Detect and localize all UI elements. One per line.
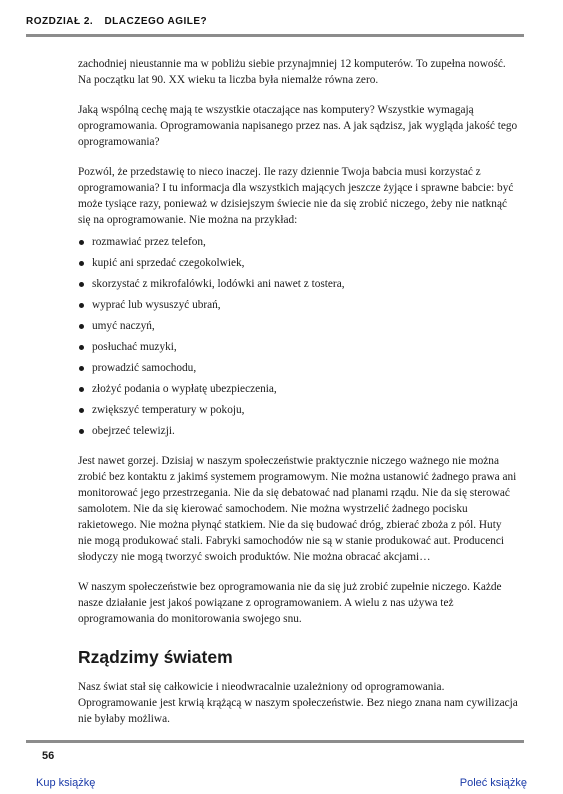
bullet-icon xyxy=(79,261,84,266)
bullet-icon xyxy=(79,345,84,350)
list-item-text: kupić ani sprzedać czegokolwiek, xyxy=(92,257,245,269)
list-item-text: umyć naczyń, xyxy=(92,320,155,332)
chapter-label: ROZDZIAŁ 2. xyxy=(26,16,94,27)
list-item xyxy=(78,255,518,271)
list-item xyxy=(78,276,518,292)
page-number: 56 xyxy=(42,750,55,762)
list-item-text: wyprać lub wysuszyć ubrań, xyxy=(92,299,221,311)
list-item xyxy=(78,360,518,376)
bullet-icon xyxy=(79,366,84,371)
bullet-icon xyxy=(79,240,84,245)
paragraph: W naszym społeczeństwie bez oprogramowania nie da się już zrobić zupełnie niczego. Każde nasze działanie jest jakoś powiązane z oprogramowaniem. A wielu z nas używa też oprogramowania do monitorowania swojego snu. xyxy=(78,581,502,625)
footer-rule xyxy=(26,740,524,743)
paragraph: Pozwól, że przedstawię to nieco inaczej. Ile razy dziennie Twoja babcia musi korzystać z oprogramowania? I tu informacja dla wszystkich mających jeszcze żyjące i sprawne babcie: być może tysiące razy, ponieważ w dzisiejszym świecie nie da się zrobić niczego, żeby nie natknąć się na oprogramowanie. Nie można na przykład: xyxy=(78,166,514,226)
list-item-text: rozmawiać przez telefon, xyxy=(92,236,206,248)
bullet-icon xyxy=(79,429,84,434)
header-rule xyxy=(26,34,524,37)
list-item xyxy=(78,318,518,334)
bullet-list xyxy=(78,234,518,439)
list-item xyxy=(78,381,518,397)
bullet-icon xyxy=(79,303,84,308)
list-item-text: obejrzeć telewizji. xyxy=(92,425,175,437)
bullet-icon xyxy=(79,408,84,413)
list-item xyxy=(78,297,518,313)
list-item-text: zwiększyć temperatury w pokoju, xyxy=(92,404,245,416)
chapter-title: DLACZEGO AGILE? xyxy=(104,16,208,27)
paragraph: zachodniej nieustannie ma w pobliżu siebie przynajmniej 12 komputerów. To zupełna nowość. Na początku lat 90. XX wieku ta liczba była niemalże równa zero. xyxy=(78,58,506,86)
list-item xyxy=(78,234,518,250)
bullet-icon xyxy=(79,387,84,392)
bullet-icon xyxy=(79,282,84,287)
list-item xyxy=(78,423,518,439)
paragraph: Jest nawet gorzej. Dzisiaj w naszym społeczeństwie praktycznie niczego ważnego nie można zrobić bez kontaktu z jakimś systemem programowym. Nie można ustanowić żadnego prawa ani monitorować jego przestrzegania. Nie da się debatować nad planami rządu. Nie da się sterować samolotem. Nie da się kierować samochodem. Nie można wystrzelić żadnego pocisku rakietowego. Nie można płynąć statkiem. Nie da się budować dróg, zbierać zboża z pól. Huty nie mogą produkować stali. Fabryki samochodów nie są w stanie produkować aut. Producenci słodyczy nie mogą tworzyć swoich produktów. Nie można obracać akcjami… xyxy=(78,455,517,563)
list-item-text: posłuchać muzyki, xyxy=(92,341,177,353)
list-item-text: skorzystać z mikrofalówki, lodówki ani nawet z tostera, xyxy=(92,278,345,290)
list-item-text: prowadzić samochodu, xyxy=(92,362,197,374)
buy-book-link[interactable]: Kup książkę xyxy=(36,777,96,789)
paragraph: Nasz świat stał się całkowicie i nieodwracalnie uzależniony od oprogramowania. Oprogramowanie jest krwią krążącą w naszym społeczeństwie. Bez niego znana nam cywilizacja nie byłaby możliwa. xyxy=(78,681,518,725)
bullet-icon xyxy=(79,324,84,329)
list-item-text: złożyć podania o wypłatę ubezpieczenia, xyxy=(92,383,277,395)
page-body xyxy=(78,56,518,741)
running-header xyxy=(26,16,524,27)
paragraph: Jaką wspólną cechę mają te wszystkie otaczające nas komputery? Wszystkie wymagają oprogramowania. Oprogramowania napisanego przez nas. A jak sądzisz, jak wygląda jakość tego oprogramowania? xyxy=(78,104,518,148)
section-heading: Rządzimy światem xyxy=(78,647,233,667)
list-item xyxy=(78,402,518,418)
list-item xyxy=(78,339,518,355)
recommend-book-link[interactable]: Poleć książkę xyxy=(459,777,527,789)
